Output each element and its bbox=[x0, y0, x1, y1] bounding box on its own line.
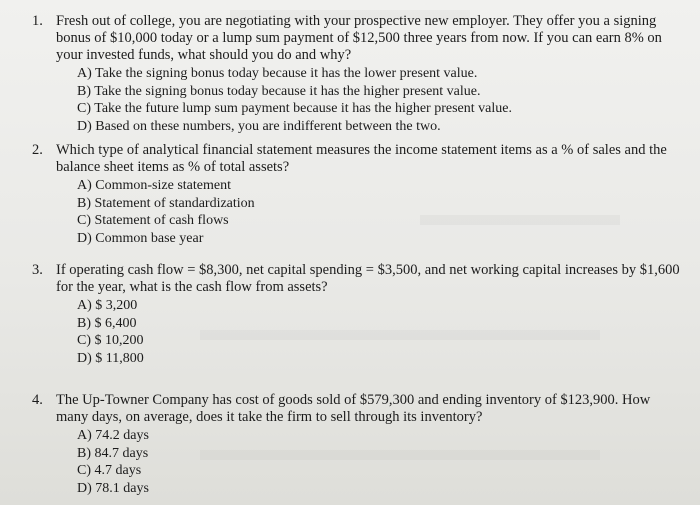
answer-choice-a[interactable]: A) 74.2 days bbox=[77, 428, 149, 443]
answer-choice-d[interactable]: D) 78.1 days bbox=[77, 480, 149, 496]
answer-choice-b[interactable]: B) Take the signing bonus today because it has the higher present value. bbox=[77, 83, 481, 99]
question-4 bbox=[32, 392, 682, 497]
answer-choice-c[interactable]: C) Take the future lump sum payment because it has the higher present value. bbox=[77, 101, 512, 117]
answer-choice-c[interactable]: C) 4.7 days bbox=[77, 463, 142, 479]
question-number: 2. bbox=[32, 142, 43, 158]
answer-choices bbox=[32, 427, 682, 497]
question-text: Fresh out of college, you are negotiating with your prospective new employer. They offer you a signing bonus of $10,000 today or a lump sum payment of $12,500 three years from now. If you can earn 8% on your invested funds, what should you do and why? bbox=[56, 13, 662, 63]
question-number: 3. bbox=[32, 262, 43, 278]
answer-choice-b[interactable]: B) 84.7 days bbox=[77, 445, 149, 461]
answer-choices bbox=[32, 177, 682, 247]
answer-choice-c[interactable]: C) $ 10,200 bbox=[77, 333, 144, 349]
answer-choice-a[interactable]: A) Common-size statement bbox=[77, 178, 231, 193]
answer-choice-d[interactable]: D) Based on these numbers, you are indifferent between the two. bbox=[77, 118, 441, 134]
question-number: 1. bbox=[32, 13, 43, 29]
answer-choice-b[interactable]: B) $ 6,400 bbox=[77, 315, 137, 331]
question-text: If operating cash flow = $8,300, net capital spending = $3,500, and net working capital increases by $1,600 for the year, what is the cash flow from assets? bbox=[56, 262, 680, 295]
question-2 bbox=[32, 142, 682, 247]
question-1 bbox=[32, 13, 682, 135]
answer-choice-c[interactable]: C) Statement of cash flows bbox=[77, 213, 229, 229]
answer-choice-a[interactable]: A) $ 3,200 bbox=[77, 298, 138, 313]
answer-choices bbox=[32, 65, 682, 135]
answer-choices bbox=[32, 297, 682, 367]
question-text: Which type of analytical financial statement measures the income statement items as a % of sales and the balance sheet items as % of total assets? bbox=[56, 142, 667, 175]
question-3 bbox=[32, 262, 682, 367]
answer-choice-d[interactable]: D) $ 11,800 bbox=[77, 350, 144, 366]
answer-choice-a[interactable]: A) Take the signing bonus today because it has the lower present value. bbox=[77, 66, 478, 81]
answer-choice-b[interactable]: B) Statement of standardization bbox=[77, 195, 255, 211]
question-text: The Up-Towner Company has cost of goods sold of $579,300 and ending inventory of $123,900. How many days, on average, does it take the firm to sell through its inventory? bbox=[56, 392, 651, 425]
answer-choice-d[interactable]: D) Common base year bbox=[77, 230, 204, 246]
question-number: 4. bbox=[32, 392, 43, 408]
